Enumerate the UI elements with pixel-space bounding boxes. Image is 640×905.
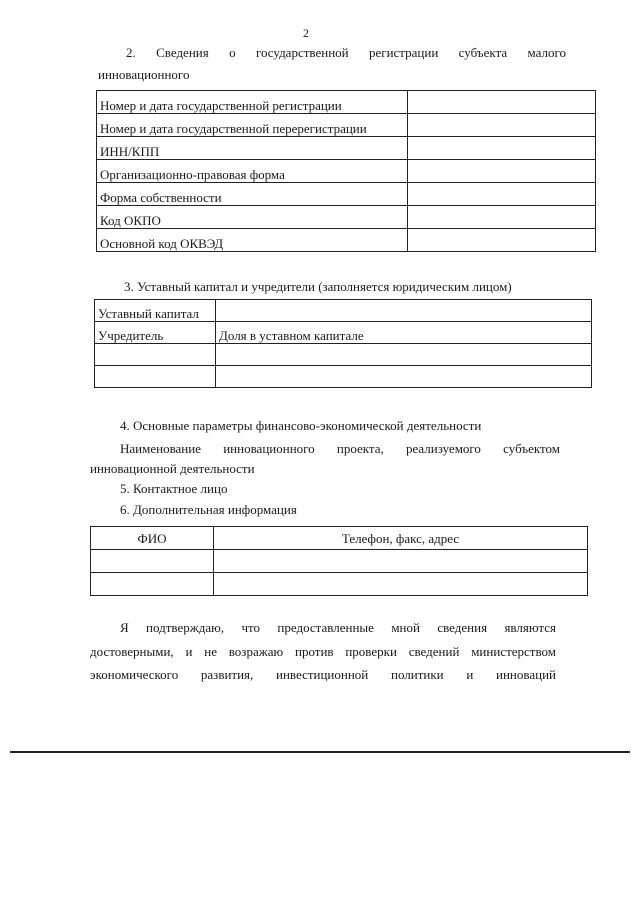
table-row bbox=[97, 91, 596, 114]
fio-cell[interactable] bbox=[91, 573, 214, 596]
table-row bbox=[97, 183, 596, 206]
founder-label: Учредитель bbox=[95, 322, 216, 344]
registration-label: Код ОКПО bbox=[97, 206, 408, 229]
table-row bbox=[91, 550, 588, 573]
contacts-header: Телефон, факс, адрес bbox=[214, 527, 588, 550]
capital-label: Уставный капитал bbox=[95, 300, 216, 322]
table-row bbox=[97, 114, 596, 137]
registration-value-cell[interactable] bbox=[408, 160, 596, 183]
table-row bbox=[95, 344, 592, 366]
contacts-cell[interactable] bbox=[214, 573, 588, 596]
table-row bbox=[97, 229, 596, 252]
project-name-line1: Наименование инновационного проекта, реализуемого субъектом bbox=[120, 441, 560, 456]
registration-label: Основной код ОКВЭД bbox=[97, 229, 408, 252]
section4-title: 4. Основные параметры финансово-экономической деятельности bbox=[120, 418, 482, 433]
share-label: Доля в уставном капитале bbox=[216, 322, 592, 344]
share-cell[interactable] bbox=[216, 366, 592, 388]
table-row bbox=[95, 366, 592, 388]
contacts-cell[interactable] bbox=[214, 550, 588, 573]
registration-value-cell[interactable] bbox=[408, 229, 596, 252]
page-number: 2 bbox=[303, 26, 309, 40]
founder-cell[interactable] bbox=[95, 344, 216, 366]
registration-value-cell[interactable] bbox=[408, 183, 596, 206]
table-row bbox=[95, 322, 592, 344]
registration-label: ИНН/КПП bbox=[97, 137, 408, 160]
registration-label: Номер и дата государственной перерегистрации bbox=[97, 114, 408, 137]
section6-title: 6. Дополнительная информация bbox=[120, 502, 297, 517]
registration-label: Организационно-правовая форма bbox=[97, 160, 408, 183]
fio-header: ФИО bbox=[91, 527, 214, 550]
registration-label: Номер и дата государственной регистрации bbox=[97, 91, 408, 114]
page-divider bbox=[10, 751, 630, 753]
registration-label: Форма собственности bbox=[97, 183, 408, 206]
table-row bbox=[91, 573, 588, 596]
fio-cell[interactable] bbox=[91, 550, 214, 573]
confirmation-line1: Я подтверждаю, что предоставленные мной сведения являются bbox=[120, 620, 556, 635]
table-row bbox=[97, 160, 596, 183]
confirmation-line2: достоверными, и не возражаю против проверки сведений министерством bbox=[90, 644, 556, 659]
registration-value-cell[interactable] bbox=[408, 91, 596, 114]
registration-value-cell[interactable] bbox=[408, 114, 596, 137]
project-name-line2: инновационной деятельности bbox=[90, 461, 255, 476]
section2-title-line2: инновационного bbox=[98, 67, 190, 82]
table-row bbox=[91, 527, 588, 550]
table-row bbox=[97, 206, 596, 229]
registration-table bbox=[96, 90, 596, 252]
founder-cell[interactable] bbox=[95, 366, 216, 388]
registration-value-cell[interactable] bbox=[408, 206, 596, 229]
capital-value-cell[interactable] bbox=[216, 300, 592, 322]
table-row bbox=[97, 137, 596, 160]
contact-table bbox=[90, 526, 588, 596]
confirmation-line3: экономического развития, инвестиционной политики и инноваций bbox=[90, 667, 556, 682]
section2-title-line1: 2. Сведения о государственной регистрации субъекта малого bbox=[126, 45, 566, 60]
capital-founders-table bbox=[94, 299, 592, 388]
registration-value-cell[interactable] bbox=[408, 137, 596, 160]
section3-title: 3. Уставный капитал и учредители (заполняется юридическим лицом) bbox=[124, 279, 512, 294]
share-cell[interactable] bbox=[216, 344, 592, 366]
table-row bbox=[95, 300, 592, 322]
section5-title: 5. Контактное лицо bbox=[120, 481, 228, 496]
